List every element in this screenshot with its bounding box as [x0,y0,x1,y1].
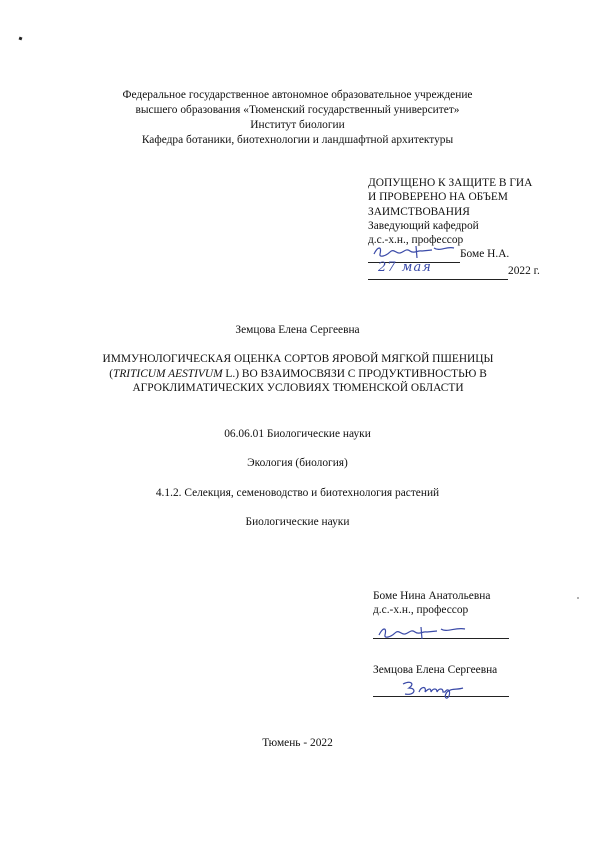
supervisor-degree: д.с.-х.н., профессор [373,604,469,616]
header-line-4: Кафедра ботаники, биотехнологии и ландшафтной архитектуры [141,134,454,146]
supervisor-signature-icon [375,624,475,642]
approval-block [368,176,568,279]
header-line-2: высшего образования «Тюменский государственный университет» [135,104,460,116]
author-name: Земцова Елена Сергеевна [235,324,360,336]
date-row [368,260,568,279]
approval-line-3: ЗАИМСТВОВАНИЯ [368,205,470,218]
approval-line-2: И ПРОВЕРЕНО НА ОБЪЕМ [368,191,508,204]
header-line-1: Федеральное государственное автономное образовательное учреждение [122,89,473,101]
approval-line-1: ДОПУЩЕНО К ЗАЩИТЕ В ГИА [368,177,533,189]
institution-header [60,88,535,148]
scientific-speciality: 4.1.2. Селекция, семеноводство и биотехнология растений [155,487,440,499]
science-branch: Биологические науки [245,516,350,528]
approval-year: 2022 г. [508,265,540,278]
head-signature-icon [370,242,460,262]
specialty-code: 06.06.01 Биологические науки [224,428,371,440]
title-latin-name: TRITICUM AESTIVUM [112,367,223,380]
profile: Экология (биология) [247,457,348,469]
student-signature-icon [397,678,477,700]
student-signature [373,680,509,697]
city-year: Тюмень - 2022 [262,737,333,749]
thesis-title [68,352,528,396]
head-name: Боме Н.А. [460,248,510,261]
student-name: Земцова Елена Сергеевна [373,664,498,676]
title-line-2-rest: L.) ВО ВЗАИМОСВЯЗИ С ПРОДУКТИВНОСТЬЮ В [222,367,487,380]
supervisor-name: Боме Нина Анатольевна [373,590,491,602]
title-line-2 [68,367,528,382]
header-line-3: Институт биологии [250,119,345,131]
approval-line-4: Заведующий кафедрой [368,219,479,232]
supervisor-signature [373,624,509,639]
handwritten-date: 27 мая [378,260,432,276]
title-open-paren: ( [109,367,113,380]
title-line-1: ИММУНОЛОГИЧЕСКАЯ ОЦЕНКА СОРТОВ ЯРОВОЙ МЯГКОЙ ПШЕНИЦЫ [102,353,494,365]
scan-mark [19,37,23,41]
title-line-3: АГРОКЛИМАТИЧЕСКИХ УСЛОВИЯХ ТЮМЕНСКОЙ ОБЛАСТИ [132,382,464,395]
approval-line-5: д.с.-х.н., профессор [368,234,464,247]
scan-dot [577,597,579,599]
